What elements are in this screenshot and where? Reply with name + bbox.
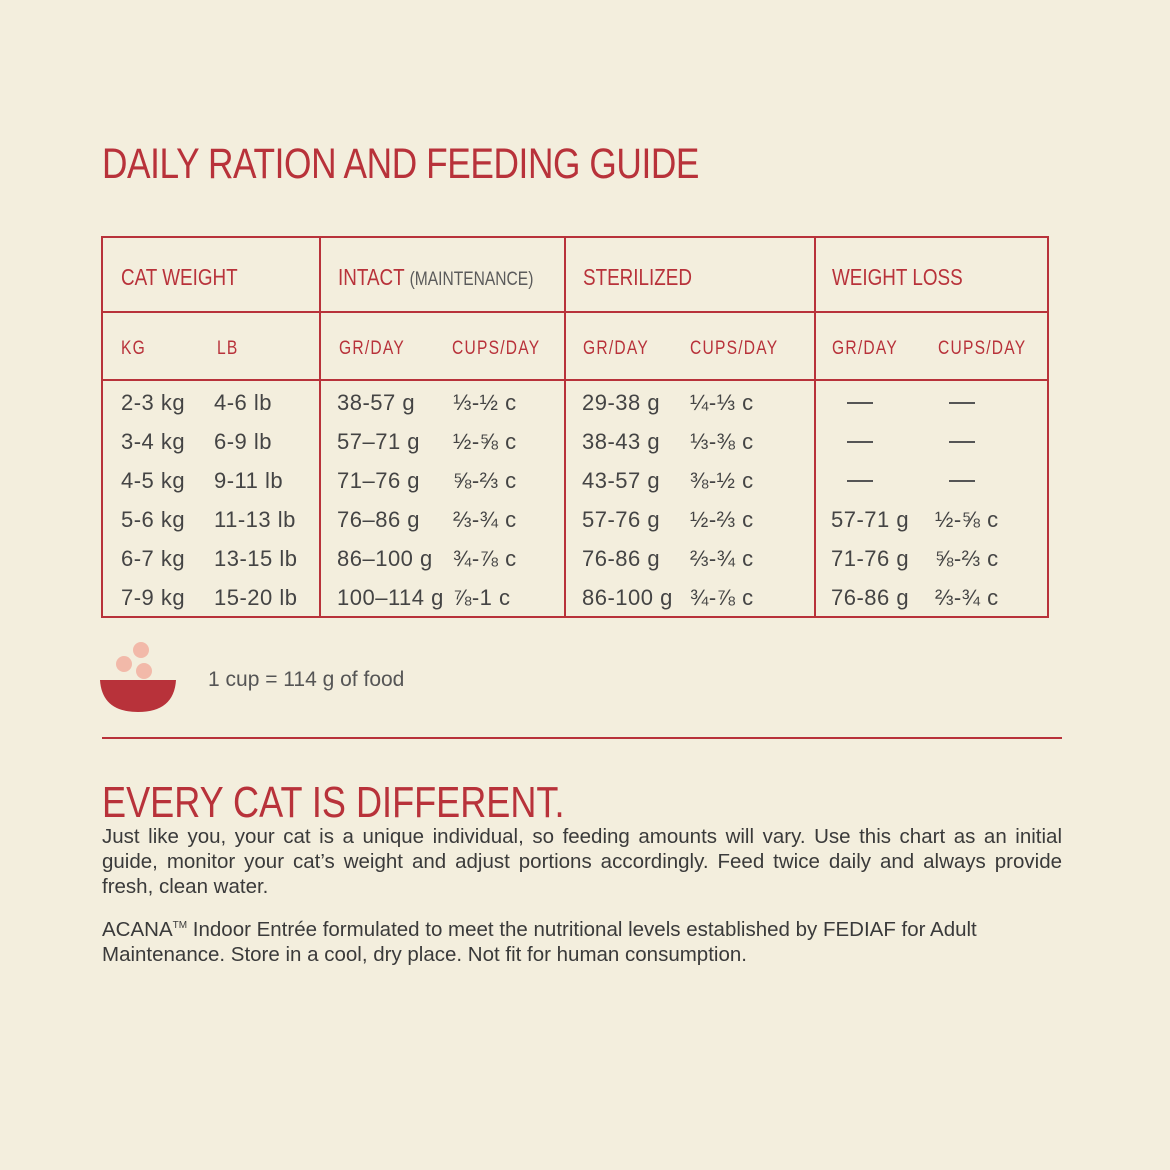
table-cell-wl-g: 76-86 g	[831, 585, 910, 610]
subheader-wl-cups: CUPS/DAY	[938, 338, 1027, 359]
table-divider	[814, 238, 816, 616]
header-intact-label: INTACT	[338, 264, 405, 290]
trademark-mark: TM	[172, 920, 188, 931]
table-cell-lb: 4-6 lb	[214, 390, 273, 415]
table-cell-lb: 6-9 lb	[214, 429, 273, 454]
food-bowl-icon	[98, 638, 178, 714]
table-cell-kg: 2-3 kg	[121, 390, 186, 415]
table-cell-ster-g: 43-57 g	[582, 468, 661, 493]
table-cell-ster-c: ⅔-¾ c	[690, 546, 754, 571]
header-sterilized: STERILIZED	[583, 264, 692, 290]
table-cell-int-g: 38-57 g	[337, 390, 416, 415]
subheader-lb: LB	[217, 338, 239, 359]
table-cell-wl-g	[847, 431, 873, 453]
header-intact	[338, 266, 533, 289]
table-cell-int-g: 57–71 g	[337, 429, 421, 454]
table-cell-int-c: ½-⅝ c	[453, 429, 517, 454]
table-cell-wl-c: ½-⅝ c	[935, 507, 999, 532]
table-cell-kg: 7-9 kg	[121, 585, 186, 610]
feeding-advice-paragraph: Just like you, your cat is a unique individual, so feeding amounts will vary. Use this chart as an initial guide, monitor your cat’s weight and adjust portions accordingly. Feed twice daily and always provide fresh, clean water.	[102, 825, 1062, 898]
table-divider	[103, 379, 1047, 381]
table-cell-int-c: ⅝-⅔ c	[453, 468, 517, 493]
table-cell-wl-c	[949, 392, 975, 414]
table-cell-wl-c: ⅝-⅔ c	[935, 546, 999, 571]
table-cell-int-g: 76–86 g	[337, 507, 421, 532]
table-cell-wl-g	[847, 392, 873, 414]
feeding-table	[101, 236, 1049, 618]
table-cell-wl-g: 71-76 g	[831, 546, 910, 571]
product-statement-paragraph	[102, 913, 1062, 967]
table-cell-wl-g	[847, 470, 873, 492]
section-title: EVERY CAT IS DIFFERENT.	[102, 778, 565, 827]
table-cell-wl-c	[949, 470, 975, 492]
table-cell-wl-c	[949, 431, 975, 453]
table-cell-kg: 6-7 kg	[121, 546, 186, 571]
table-cell-kg: 4-5 kg	[121, 468, 186, 493]
table-divider	[319, 238, 321, 616]
table-cell-ster-c: ⅓-⅜ c	[690, 429, 754, 454]
table-cell-lb: 11-13 lb	[214, 507, 296, 532]
table-cell-int-c: ⅔-¾ c	[453, 507, 517, 532]
table-cell-ster-g: 29-38 g	[582, 390, 661, 415]
subheader-ster-gr: GR/DAY	[583, 338, 649, 359]
table-cell-lb: 9-11 lb	[214, 468, 284, 493]
subheader-kg: KG	[121, 338, 146, 359]
table-cell-ster-g: 86-100 g	[582, 585, 673, 610]
table-cell-int-c: ⅞-1 c	[453, 585, 511, 610]
table-divider	[564, 238, 566, 616]
table-cell-ster-g: 57-76 g	[582, 507, 661, 532]
header-intact-note: (MAINTENANCE)	[409, 269, 534, 290]
table-cell-lb: 13-15 lb	[214, 546, 298, 571]
table-cell-int-c: ¾-⅞ c	[453, 546, 517, 571]
table-cell-wl-g: 57-71 g	[831, 507, 910, 532]
subheader-wl-gr: GR/DAY	[832, 338, 898, 359]
table-cell-ster-c: ½-⅔ c	[690, 507, 754, 532]
table-cell-ster-g: 38-43 g	[582, 429, 661, 454]
table-cell-kg: 5-6 kg	[121, 507, 186, 532]
table-cell-lb: 15-20 lb	[214, 585, 298, 610]
table-divider	[103, 311, 1047, 313]
table-cell-ster-g: 76-86 g	[582, 546, 661, 571]
page-title: DAILY RATION AND FEEDING GUIDE	[102, 140, 700, 188]
subheader-intact-cups: CUPS/DAY	[452, 338, 541, 359]
section-divider	[102, 737, 1062, 739]
header-weight-loss: WEIGHT LOSS	[832, 264, 963, 290]
table-cell-ster-c: ¼-⅓ c	[690, 390, 754, 415]
table-cell-int-g: 71–76 g	[337, 468, 421, 493]
table-cell-wl-c: ⅔-¾ c	[935, 585, 999, 610]
subheader-ster-cups: CUPS/DAY	[690, 338, 779, 359]
subheader-intact-gr: GR/DAY	[339, 338, 405, 359]
brand-name: ACANA	[102, 917, 173, 941]
table-cell-ster-c: ¾-⅞ c	[690, 585, 754, 610]
product-statement-text: Indoor Entrée formulated to meet the nutritional levels established by FEDIAF for Adult Maintenance. Store in a cool, dry place. Not fit for human consumption.	[102, 917, 977, 966]
table-cell-int-g: 100–114 g	[337, 585, 444, 610]
table-cell-ster-c: ⅜-½ c	[690, 468, 754, 493]
table-cell-int-g: 86–100 g	[337, 546, 433, 571]
cup-conversion-note: 1 cup = 114 g of food	[208, 668, 405, 691]
header-cat-weight: CAT WEIGHT	[121, 264, 238, 290]
table-cell-kg: 3-4 kg	[121, 429, 186, 454]
table-cell-int-c: ⅓-½ c	[453, 390, 517, 415]
